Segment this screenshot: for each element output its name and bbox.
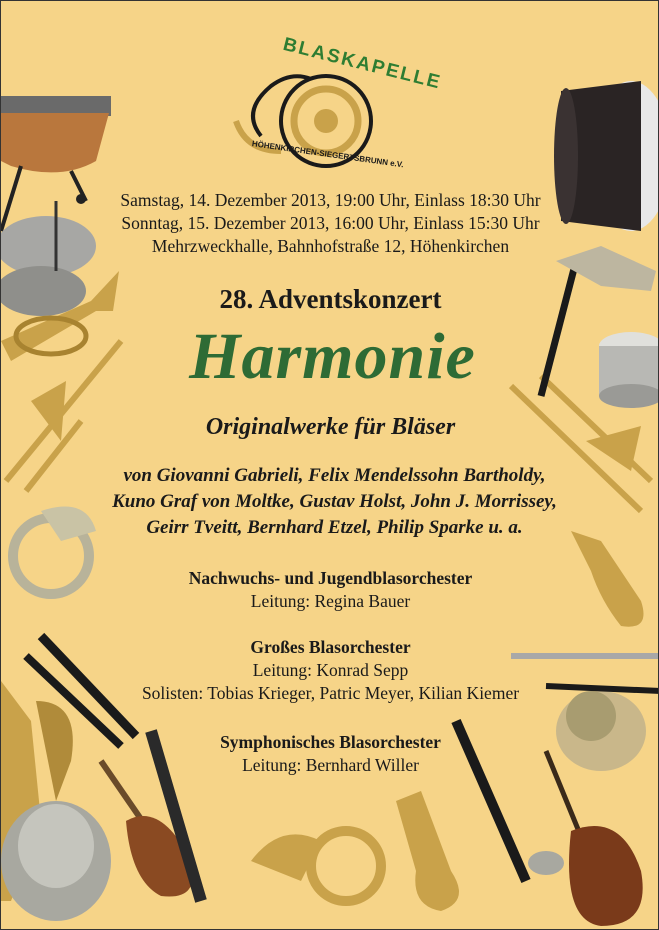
concert-title: Harmonie (189, 320, 476, 393)
concert-subtitle: Originalwerke für Bläser (205, 414, 456, 440)
ensemble-name: Nachwuchs- und Jugendblasorchester (188, 568, 473, 588)
band-logo (231, 33, 444, 181)
double-bass-icon (546, 751, 643, 926)
ensemble-symphonic (1, 731, 659, 777)
ensemble-youth (1, 567, 659, 613)
event-info (1, 189, 659, 258)
logo-town: HÖHENKIRCHEN-SIEGERTSBRUNN e.V. (251, 139, 405, 170)
tenor-saxophone-icon (396, 791, 459, 911)
logo-band-name: BLASKAPELLE (280, 33, 444, 94)
composer-list (5, 463, 659, 541)
date-line: Sonntag, 15. Dezember 2013, 16:00 Uhr, Einlass 15:30 Uhr (121, 213, 540, 233)
ensemble-conductor: Leitung: Konrad Sepp (252, 660, 409, 680)
date-line: Samstag, 14. Dezember 2013, 19:00 Uhr, Einlass 18:30 Uhr (120, 190, 541, 210)
ensemble-conductor: Leitung: Regina Bauer (250, 591, 411, 611)
ensemble-conductor: Leitung: Bernhard Willer (242, 755, 419, 775)
bottom-horn-icon (251, 831, 381, 901)
ensemble-name: Symphonisches Blasorchester (220, 732, 441, 752)
tuba-icon (1, 801, 111, 921)
composer-line: von Giovanni Gabrieli, Felix Mendelssohn Bartholdy, (123, 465, 546, 486)
composer-line: Geirr Tveitt, Bernhard Etzel, Philip Sparke u. a. (146, 517, 523, 538)
ensemble-grand (1, 636, 659, 705)
ensemble-name: Großes Blasorchester (250, 637, 411, 657)
venue-line: Mehrzweckhalle, Bahnhofstraße 12, Höhenkirchen (151, 236, 510, 256)
ensemble-soloists: Solisten: Tobias Krieger, Patric Meyer, Kilian Kiemer (141, 683, 520, 703)
concert-name: 28. Adventskonzert (219, 284, 442, 314)
composer-line: Kuno Graf von Moltke, Gustav Holst, John J. Morrissey, (112, 491, 557, 512)
